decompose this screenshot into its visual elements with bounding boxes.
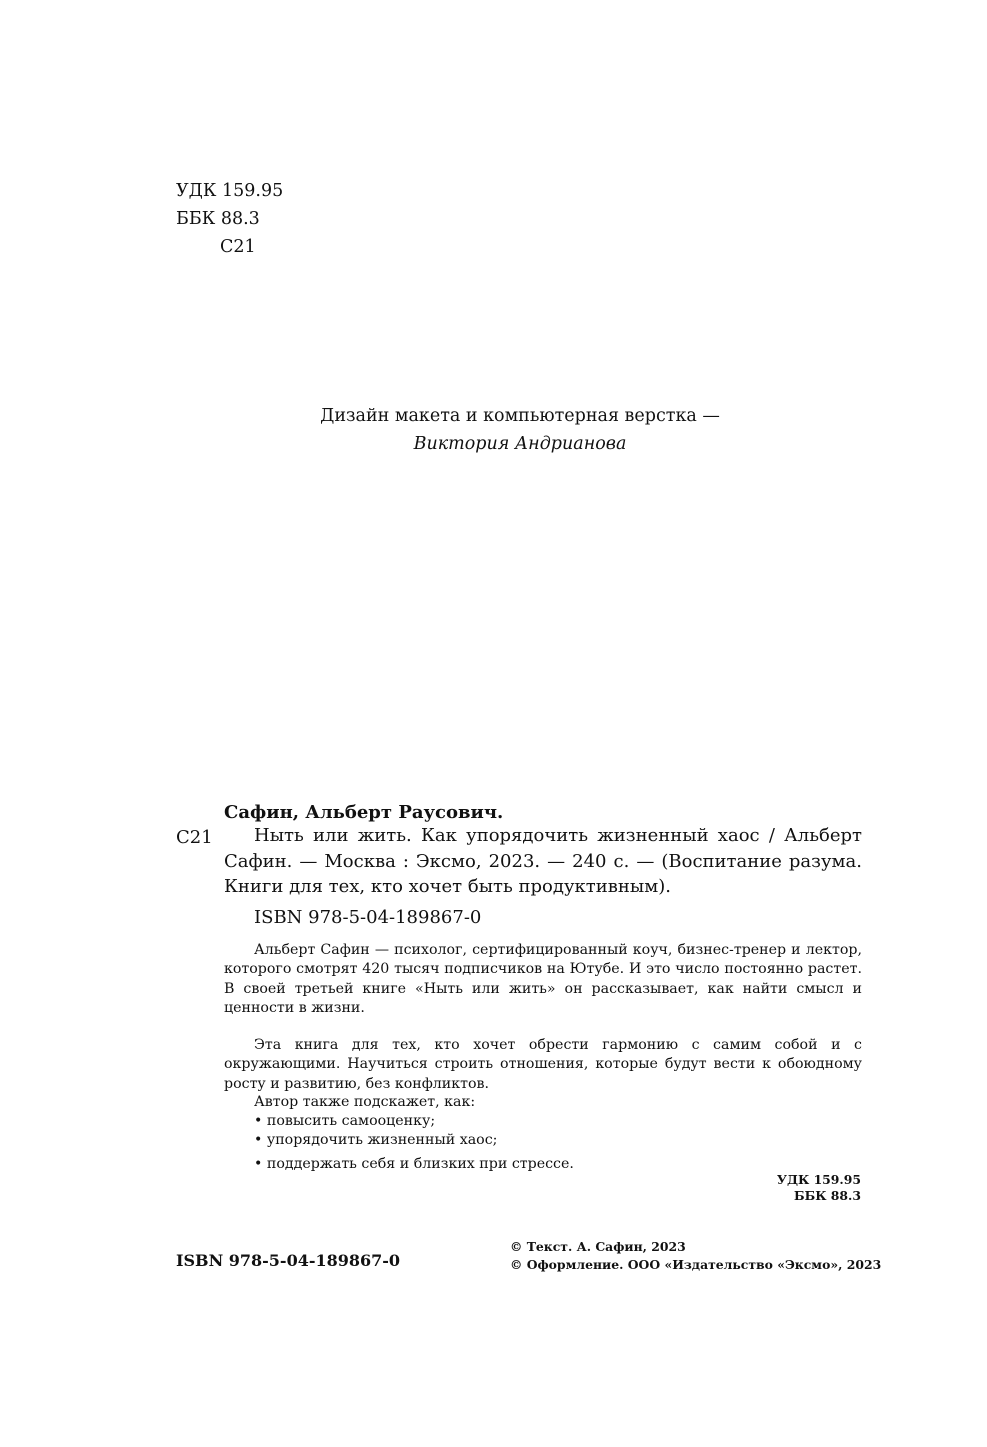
design-credit	[270, 402, 770, 458]
copyright-design: © Оформление. ООО «Издательство «Эксмо», 2023	[510, 1257, 882, 1272]
bibliographic-description: Ныть или жить. Как упорядочить жизненный хаос / Альберт Сафин. — Москва : Эксмо, 2023. — 240 с. — (Воспитание разума. Книги для тех, кто хочет быть продуктивным).	[224, 825, 862, 897]
credit-role: Дизайн макета и компьютерная верстка —	[320, 406, 720, 426]
bottom-classification	[700, 1172, 861, 1204]
udk-code: УДК 159.95	[176, 181, 284, 201]
udk-code-bottom: УДК 159.95	[776, 1172, 861, 1187]
isbn-line: ISBN 978-5-04-189867-0	[254, 907, 482, 928]
annotation-paragraph-1: Альберт Сафин — психолог, сертифицированный коуч, бизнес-тренер и лектор, которого смотрят 420 тысяч подписчиков на Ютубе. И это число постоянно растет. В своей третьей книге «Ныть или жить» он рассказывает, как найти смысл и ценности в жизни.	[224, 942, 862, 1016]
list-intro: Автор также подскажет, как:	[254, 1094, 476, 1110]
copyright-text: © Текст. А. Сафин, 2023	[510, 1239, 686, 1254]
bbk-code-bottom: ББК 88.3	[794, 1188, 861, 1203]
list-item: • поддержать себя и близких при стрессе.	[254, 1156, 574, 1172]
copyright-block	[510, 1238, 881, 1274]
author-sign-left: С21	[176, 827, 213, 848]
top-classification	[176, 177, 283, 261]
credit-name: Виктория Андрианова	[413, 434, 627, 454]
bbk-code: ББК 88.3	[176, 209, 260, 229]
isbn-footer: ISBN 978-5-04-189867-0	[176, 1251, 401, 1270]
list-item: • упорядочить жизненный хаос;	[254, 1132, 498, 1148]
author-sign: С21	[220, 237, 256, 257]
annotation-paragraph-2: Эта книга для тех, кто хочет обрести гармонию с самим собой и с окружающими. Научиться строить отношения, которые будут вести к обоюдному росту и развитию, без конфликтов.	[224, 1037, 862, 1092]
author-heading: Сафин, Альберт Раусович.	[224, 802, 504, 823]
list-item: • повысить самооценку;	[254, 1113, 436, 1129]
